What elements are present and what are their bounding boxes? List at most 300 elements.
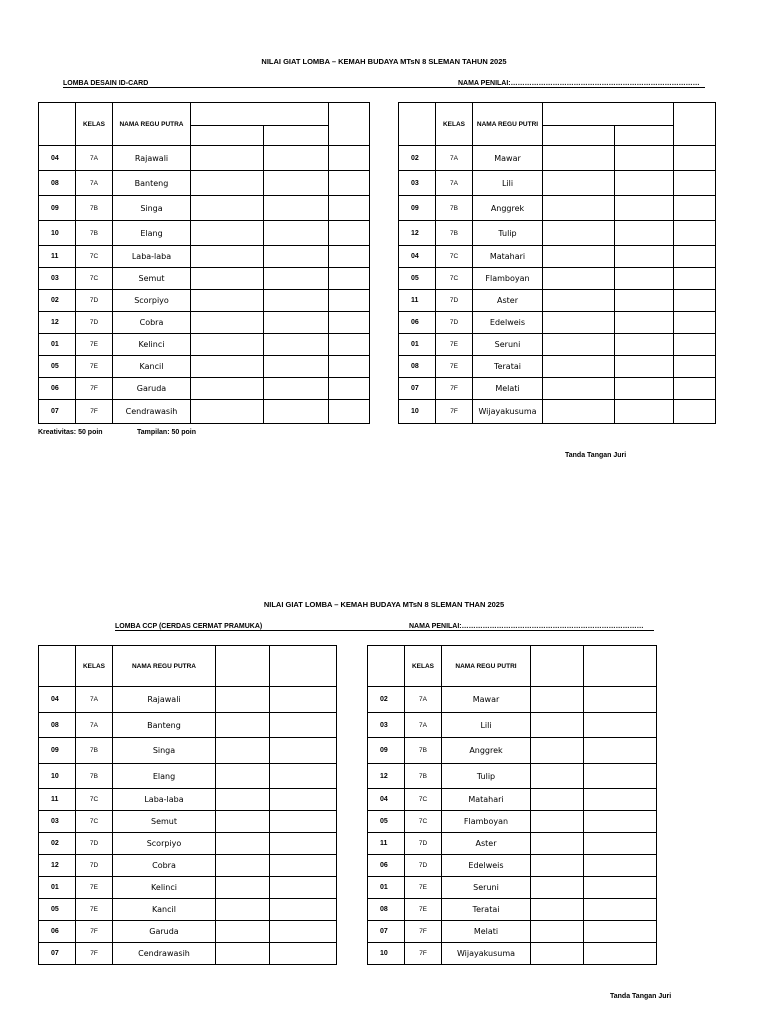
score-input-cell[interactable] — [543, 312, 615, 334]
kelas-cell: 7A — [76, 713, 113, 738]
score-input-cell[interactable] — [264, 400, 329, 424]
regu-number-cell: 07 — [368, 921, 405, 943]
score-input-cell[interactable] — [615, 356, 674, 378]
score-input-cell[interactable] — [615, 400, 674, 424]
score-input-cell[interactable] — [329, 334, 370, 356]
header-score-cell-2[interactable] — [270, 646, 337, 687]
header-no-cell — [399, 103, 436, 146]
score-input-cell[interactable] — [674, 378, 716, 400]
score-input-cell[interactable] — [329, 268, 370, 290]
section2-judge-label: NAMA PENILAI:…………………………………………………………………… — [409, 623, 654, 631]
regu-name-cell: Flamboyan — [442, 811, 531, 833]
score-input-cell[interactable] — [216, 899, 270, 921]
regu-number-cell: 11 — [399, 290, 436, 312]
score-input-cell[interactable] — [270, 877, 337, 899]
table-row — [368, 738, 657, 764]
score-input-cell[interactable] — [264, 290, 329, 312]
regu-number-cell: 12 — [368, 764, 405, 789]
regu-number-cell: 11 — [368, 833, 405, 855]
score-input-cell[interactable] — [264, 268, 329, 290]
kelas-cell: 7B — [436, 221, 473, 246]
regu-number-cell: 11 — [39, 789, 76, 811]
header-score-cell-1[interactable] — [543, 126, 615, 146]
regu-number-cell: 11 — [39, 246, 76, 268]
score-input-cell[interactable] — [329, 400, 370, 424]
regu-name-cell: Edelweis — [442, 855, 531, 877]
score-input-cell[interactable] — [584, 811, 657, 833]
score-input-cell[interactable] — [615, 312, 674, 334]
kelas-cell: 7A — [436, 146, 473, 171]
score-input-cell[interactable] — [584, 789, 657, 811]
score-input-cell[interactable] — [329, 290, 370, 312]
score-input-cell[interactable] — [264, 378, 329, 400]
regu-name-cell: Teratai — [473, 356, 543, 378]
table-row — [399, 221, 716, 246]
regu-name-cell: Aster — [442, 833, 531, 855]
score-input-cell[interactable] — [216, 855, 270, 877]
kelas-cell: 7C — [436, 268, 473, 290]
score-input-cell[interactable] — [216, 877, 270, 899]
regu-number-cell: 05 — [39, 356, 76, 378]
score-input-cell[interactable] — [531, 855, 584, 877]
score-input-cell[interactable] — [270, 855, 337, 877]
table-row — [368, 687, 657, 713]
regu-name-cell: Cendrawasih — [113, 943, 216, 965]
header-no-cell — [39, 103, 76, 146]
score-input-cell[interactable] — [584, 921, 657, 943]
score-input-cell[interactable] — [191, 221, 264, 246]
score-input-cell[interactable] — [216, 833, 270, 855]
kelas-cell: 7B — [76, 764, 113, 789]
regu-name-cell: Mawar — [442, 687, 531, 713]
score-input-cell[interactable] — [191, 268, 264, 290]
score-input-cell[interactable] — [584, 877, 657, 899]
kelas-cell: 7D — [76, 855, 113, 877]
score-input-cell[interactable] — [191, 400, 264, 424]
kelas-cell: 7B — [76, 196, 113, 221]
table-row — [39, 246, 370, 268]
regu-number-cell: 05 — [368, 811, 405, 833]
score-input-cell[interactable] — [191, 356, 264, 378]
score-input-cell[interactable] — [264, 146, 329, 171]
score-input-cell[interactable] — [264, 312, 329, 334]
table-row — [39, 268, 370, 290]
header-no-cell — [39, 646, 76, 687]
regu-number-cell: 01 — [368, 877, 405, 899]
regu-number-cell: 06 — [39, 921, 76, 943]
table-row — [368, 811, 657, 833]
table-row — [39, 899, 337, 921]
header-score-cell-1[interactable] — [191, 126, 264, 146]
kelas-cell: 7B — [436, 196, 473, 221]
table-row — [399, 171, 716, 196]
regu-name-cell: Cendrawasih — [113, 400, 191, 424]
regu-number-cell: 01 — [39, 334, 76, 356]
score-input-cell[interactable] — [674, 246, 716, 268]
header-total-cell[interactable] — [329, 103, 370, 146]
regu-name-cell: Scorpiyo — [113, 833, 216, 855]
table-row — [39, 312, 370, 334]
regu-name-cell: Aster — [473, 290, 543, 312]
score-input-cell[interactable] — [270, 687, 337, 713]
kelas-cell: 7E — [76, 899, 113, 921]
kelas-cell: 7F — [405, 943, 442, 965]
score-input-cell[interactable] — [216, 738, 270, 764]
regu-number-cell: 05 — [39, 899, 76, 921]
header-score-cell-2[interactable] — [584, 646, 657, 687]
kelas-cell: 7C — [76, 789, 113, 811]
score-input-cell[interactable] — [543, 221, 615, 246]
score-input-cell[interactable] — [216, 943, 270, 965]
kelas-cell: 7E — [436, 356, 473, 378]
score-input-cell[interactable] — [270, 943, 337, 965]
kelas-cell: 7C — [405, 789, 442, 811]
score-input-cell[interactable] — [216, 713, 270, 738]
score-input-cell[interactable] — [543, 290, 615, 312]
score-input-cell[interactable] — [543, 378, 615, 400]
regu-name-cell: Lili — [442, 713, 531, 738]
section2-putri-table — [367, 645, 657, 965]
regu-name-cell: Kancil — [113, 356, 191, 378]
table-row — [39, 943, 337, 965]
regu-name-cell: Rajawali — [113, 687, 216, 713]
regu-name-cell: Seruni — [473, 334, 543, 356]
regu-name-cell: Melati — [473, 378, 543, 400]
regu-number-cell: 02 — [399, 146, 436, 171]
section2-title: NILAI GIAT LOMBA – KEMAH BUDAYA MTsN 8 SLEMAN THAN 2025 — [263, 600, 505, 609]
kelas-cell: 7E — [76, 334, 113, 356]
score-input-cell[interactable] — [615, 334, 674, 356]
kelas-cell: 7A — [76, 171, 113, 196]
header-nama-regu: NAMA REGU PUTRI — [442, 646, 531, 687]
regu-name-cell: Matahari — [473, 246, 543, 268]
score-input-cell[interactable] — [615, 268, 674, 290]
regu-number-cell: 02 — [39, 833, 76, 855]
score-input-cell[interactable] — [674, 334, 716, 356]
score-input-cell[interactable] — [584, 764, 657, 789]
kelas-cell: 7F — [436, 400, 473, 424]
table-row — [368, 899, 657, 921]
score-input-cell[interactable] — [270, 738, 337, 764]
regu-number-cell: 03 — [39, 811, 76, 833]
header-score-group-cell[interactable] — [191, 103, 329, 126]
score-input-cell[interactable] — [531, 811, 584, 833]
table-row — [368, 943, 657, 965]
score-input-cell[interactable] — [264, 171, 329, 196]
score-input-cell[interactable] — [264, 356, 329, 378]
regu-name-cell: Wijayakusuma — [473, 400, 543, 424]
table-row — [39, 290, 370, 312]
score-input-cell[interactable] — [264, 246, 329, 268]
score-input-cell[interactable] — [329, 196, 370, 221]
regu-name-cell: Laba-laba — [113, 246, 191, 268]
score-input-cell[interactable] — [531, 877, 584, 899]
regu-number-cell: 03 — [368, 713, 405, 738]
kelas-cell: 7C — [76, 246, 113, 268]
regu-name-cell: Garuda — [113, 378, 191, 400]
regu-name-cell: Kelinci — [113, 877, 216, 899]
regu-number-cell: 08 — [399, 356, 436, 378]
regu-name-cell: Banteng — [113, 713, 216, 738]
kelas-cell: 7A — [436, 171, 473, 196]
regu-name-cell: Tulip — [442, 764, 531, 789]
score-input-cell[interactable] — [270, 811, 337, 833]
kelas-cell: 7B — [405, 738, 442, 764]
score-input-cell[interactable] — [216, 921, 270, 943]
regu-name-cell: Kelinci — [113, 334, 191, 356]
score-input-cell[interactable] — [674, 268, 716, 290]
score-input-cell[interactable] — [264, 334, 329, 356]
header-nama-regu: NAMA REGU PUTRA — [113, 646, 216, 687]
kelas-cell: 7E — [405, 899, 442, 921]
section1-signature-label: Tanda Tangan Juri — [565, 452, 627, 459]
kelas-cell: 7D — [405, 855, 442, 877]
header-score-group-cell[interactable] — [543, 103, 674, 126]
score-input-cell[interactable] — [615, 246, 674, 268]
score-input-cell[interactable] — [674, 312, 716, 334]
regu-name-cell: Semut — [113, 268, 191, 290]
section1-competition-label: LOMBA DESAIN ID-CARD — [63, 80, 458, 88]
score-input-cell[interactable] — [674, 171, 716, 196]
section1-title: NILAI GIAT LOMBA – KEMAH BUDAYA MTsN 8 SLEMAN TAHUN 2025 — [261, 57, 507, 66]
regu-name-cell: Scorpiyo — [113, 290, 191, 312]
score-input-cell[interactable] — [329, 221, 370, 246]
criteria-kreativitas: Kreativitas: 50 poin — [38, 429, 103, 436]
score-input-cell[interactable] — [615, 221, 674, 246]
kelas-cell: 7B — [405, 764, 442, 789]
score-input-cell[interactable] — [531, 738, 584, 764]
score-input-cell[interactable] — [216, 764, 270, 789]
regu-name-cell: Garuda — [113, 921, 216, 943]
score-input-cell[interactable] — [191, 290, 264, 312]
regu-number-cell: 01 — [399, 334, 436, 356]
score-input-cell[interactable] — [543, 196, 615, 221]
score-input-cell[interactable] — [191, 312, 264, 334]
kelas-cell: 7A — [76, 687, 113, 713]
regu-number-cell: 08 — [39, 171, 76, 196]
score-input-cell[interactable] — [191, 146, 264, 171]
score-input-cell[interactable] — [270, 764, 337, 789]
score-input-cell[interactable] — [264, 196, 329, 221]
score-input-cell[interactable] — [531, 833, 584, 855]
score-input-cell[interactable] — [543, 246, 615, 268]
regu-number-cell: 02 — [368, 687, 405, 713]
table-row — [399, 246, 716, 268]
table-row — [399, 334, 716, 356]
score-input-cell[interactable] — [674, 356, 716, 378]
score-input-cell[interactable] — [270, 789, 337, 811]
regu-name-cell: Edelweis — [473, 312, 543, 334]
table-row — [368, 713, 657, 738]
score-input-cell[interactable] — [191, 246, 264, 268]
score-input-cell[interactable] — [329, 356, 370, 378]
score-input-cell[interactable] — [674, 146, 716, 171]
header-nama-regu: NAMA REGU PUTRI — [473, 103, 543, 146]
table-row — [39, 378, 370, 400]
table-row — [39, 221, 370, 246]
regu-number-cell: 12 — [399, 221, 436, 246]
score-input-cell[interactable] — [543, 268, 615, 290]
score-input-cell[interactable] — [191, 334, 264, 356]
score-input-cell[interactable] — [191, 196, 264, 221]
score-input-cell[interactable] — [543, 334, 615, 356]
score-input-cell[interactable] — [531, 899, 584, 921]
score-input-cell[interactable] — [543, 146, 615, 171]
kelas-cell: 7D — [436, 312, 473, 334]
regu-name-cell: Kancil — [113, 899, 216, 921]
table-row — [39, 356, 370, 378]
score-input-cell[interactable] — [191, 171, 264, 196]
regu-number-cell: 09 — [368, 738, 405, 764]
score-input-cell[interactable] — [584, 899, 657, 921]
score-input-cell[interactable] — [584, 833, 657, 855]
kelas-cell: 7E — [436, 334, 473, 356]
score-input-cell[interactable] — [674, 290, 716, 312]
score-input-cell[interactable] — [543, 400, 615, 424]
score-input-cell[interactable] — [216, 789, 270, 811]
score-input-cell[interactable] — [531, 713, 584, 738]
regu-number-cell: 04 — [39, 146, 76, 171]
regu-name-cell: Elang — [113, 221, 191, 246]
score-input-cell[interactable] — [584, 713, 657, 738]
score-input-cell[interactable] — [191, 378, 264, 400]
score-input-cell[interactable] — [329, 171, 370, 196]
regu-number-cell: 04 — [399, 246, 436, 268]
regu-number-cell: 04 — [368, 789, 405, 811]
kelas-cell: 7C — [76, 811, 113, 833]
section2-putra-table — [38, 645, 337, 965]
regu-number-cell: 12 — [39, 312, 76, 334]
score-input-cell[interactable] — [531, 687, 584, 713]
score-input-cell[interactable] — [216, 811, 270, 833]
table-row — [368, 921, 657, 943]
regu-name-cell: Laba-laba — [113, 789, 216, 811]
regu-name-cell: Semut — [113, 811, 216, 833]
score-input-cell[interactable] — [531, 921, 584, 943]
header-total-cell[interactable] — [674, 103, 716, 146]
regu-number-cell: 10 — [39, 764, 76, 789]
score-input-cell[interactable] — [531, 764, 584, 789]
table-row — [39, 196, 370, 221]
section1-putri-table — [398, 102, 716, 424]
regu-name-cell: Singa — [113, 196, 191, 221]
score-input-cell[interactable] — [615, 171, 674, 196]
header-kelas: KELAS — [76, 103, 113, 146]
header-kelas: KELAS — [436, 103, 473, 146]
score-input-cell[interactable] — [674, 400, 716, 424]
score-input-cell[interactable] — [531, 789, 584, 811]
score-input-cell[interactable] — [270, 921, 337, 943]
score-input-cell[interactable] — [615, 290, 674, 312]
score-input-cell[interactable] — [674, 221, 716, 246]
table-row — [39, 146, 370, 171]
kelas-cell: 7D — [76, 833, 113, 855]
kelas-cell: 7E — [405, 877, 442, 899]
header-score-cell-2[interactable] — [615, 126, 674, 146]
kelas-cell: 7C — [436, 246, 473, 268]
regu-number-cell: 02 — [39, 290, 76, 312]
header-score-cell-1[interactable] — [531, 646, 584, 687]
score-input-cell[interactable] — [329, 378, 370, 400]
kelas-cell: 7A — [405, 713, 442, 738]
regu-number-cell: 10 — [39, 221, 76, 246]
score-input-cell[interactable] — [543, 171, 615, 196]
regu-number-cell: 08 — [368, 899, 405, 921]
score-input-cell[interactable] — [329, 312, 370, 334]
regu-name-cell: Banteng — [113, 171, 191, 196]
kelas-cell: 7B — [76, 221, 113, 246]
section1-judge-label: NAMA PENILAI:……………………………………………………………………… — [458, 80, 705, 88]
regu-name-cell: Mawar — [473, 146, 543, 171]
header-nama-regu: NAMA REGU PUTRA — [113, 103, 191, 146]
score-input-cell[interactable] — [531, 943, 584, 965]
score-input-cell[interactable] — [270, 713, 337, 738]
regu-number-cell: 05 — [399, 268, 436, 290]
regu-name-cell: Cobra — [113, 312, 191, 334]
kelas-cell: 7A — [76, 146, 113, 171]
kelas-cell: 7B — [76, 738, 113, 764]
table-row — [368, 877, 657, 899]
header-no-cell — [368, 646, 405, 687]
score-input-cell[interactable] — [584, 687, 657, 713]
score-input-cell[interactable] — [264, 221, 329, 246]
regu-number-cell: 10 — [368, 943, 405, 965]
section2-signature-label: Tanda Tangan Juri — [610, 993, 672, 1000]
kelas-cell: 7E — [76, 877, 113, 899]
score-input-cell[interactable] — [270, 899, 337, 921]
score-input-cell[interactable] — [584, 855, 657, 877]
table-row — [399, 312, 716, 334]
table-row — [39, 687, 337, 713]
table-row — [39, 789, 337, 811]
table-row — [39, 738, 337, 764]
regu-name-cell: Flamboyan — [473, 268, 543, 290]
kelas-cell: 7F — [76, 943, 113, 965]
kelas-cell: 7C — [76, 268, 113, 290]
kelas-cell: 7F — [76, 921, 113, 943]
kelas-cell: 7D — [76, 312, 113, 334]
score-input-cell[interactable] — [329, 146, 370, 171]
score-input-cell[interactable] — [615, 378, 674, 400]
kelas-cell: 7E — [76, 356, 113, 378]
score-input-cell[interactable] — [615, 146, 674, 171]
regu-name-cell: Teratai — [442, 899, 531, 921]
regu-name-cell: Lili — [473, 171, 543, 196]
score-input-cell[interactable] — [270, 833, 337, 855]
regu-name-cell: Elang — [113, 764, 216, 789]
kelas-cell: 7D — [76, 290, 113, 312]
table-row — [39, 400, 370, 424]
regu-name-cell: Matahari — [442, 789, 531, 811]
header-score-cell-1[interactable] — [216, 646, 270, 687]
table-row — [39, 171, 370, 196]
score-input-cell[interactable] — [674, 196, 716, 221]
table-row — [39, 877, 337, 899]
score-input-cell[interactable] — [216, 687, 270, 713]
header-score-cell-2[interactable] — [264, 126, 329, 146]
score-input-cell[interactable] — [584, 943, 657, 965]
header-kelas: KELAS — [405, 646, 442, 687]
regu-number-cell: 09 — [39, 738, 76, 764]
table-row — [368, 764, 657, 789]
score-input-cell[interactable] — [543, 356, 615, 378]
score-input-cell[interactable] — [584, 738, 657, 764]
score-input-cell[interactable] — [329, 246, 370, 268]
table-row — [399, 290, 716, 312]
table-row — [39, 811, 337, 833]
regu-name-cell: Rajawali — [113, 146, 191, 171]
score-input-cell[interactable] — [615, 196, 674, 221]
